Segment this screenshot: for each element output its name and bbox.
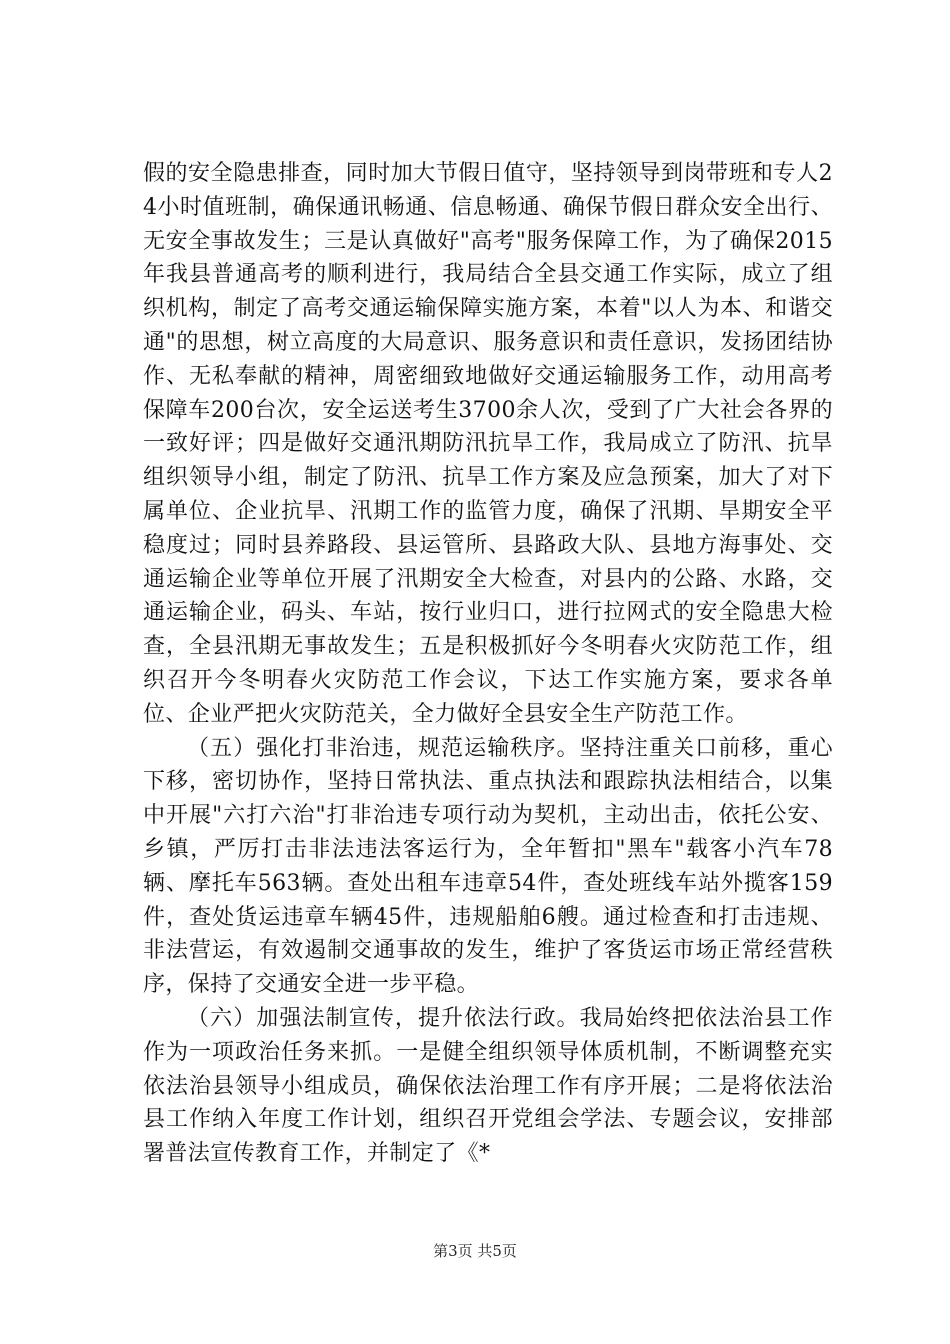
paragraph-section-five: （五）强化打非治违，规范运输秩序。坚持注重关口前移，重心下移，密切协作，坚持日常执法、重点执法和跟踪执法相结合，以集中开展"六打六治"打非治违专项行动为契机，主动出击，依托公安、乡镇，严厉打击非法违法客运行为，全年暂扣"黑车"载客小汽车78辆、摩托车563辆。查处出租车违章54件，查处班线车站外揽客159件，查处货运违章车辆45件，违规船舶6艘。通过检查和打击违规、非法营运，有效遏制交通事故的发生，维护了客货运市场正常经营秩序，保持了交通安全进一步平稳。 bbox=[143, 735, 833, 998]
paragraph-continuation: 假的安全隐患排查，同时加大节假日值守，坚持领导到岗带班和专人24小时值班制，确保通讯畅通、信息畅通、确保节假日群众安全出行、无安全事故发生；三是认真做好"高考"服务保障工作，为了确保2015年我县普通高考的顺利进行，我局结合全县交通工作实际，成立了组织机构，制定了高考交通运输保障实施方案，本着"以人为本、和谐交通"的思想，树立高度的大局意识、服务意识和责任意识，发扬团结协作、无私奉献的精神，周密细致地做好交通运输服务工作，动用高考保障车200台次，安全运送考生3700余人次，受到了广大社会各界的一致好评；四是做好交通汛期防汛抗旱工作，我局成立了防汛、抗旱组织领导小组，制定了防汛、抗旱工作方案及应急预案，加大了对下属单位、企业抗旱、汛期工作的监管力度，确保了汛期、旱期安全平稳度过；同时县养路段、县运管所、县路政大队、县地方海事处、交通运输企业等单位开展了汛期安全大检查，对县内的公路、水路，交通运输企业，码头、车站，按行业归口，进行拉网式的安全隐患大检查，全县汛期无事故发生；五是积极抓好今冬明春火灾防范工作，组织召开今冬明春火灾防范工作会议，下达工作实施方案，要求各单位、企业严把火灾防范关，全力做好全县安全生产防范工作。 bbox=[143, 161, 833, 727]
document-body bbox=[143, 157, 833, 1171]
paragraph-section-six: （六）加强法制宣传，提升依法行政。我局始终把依法治县工作作为一项政治任务来抓。一是健全组织领导体质机制，不断调整充实依法治县领导小组成员，确保依法治理工作有序开展；二是将依法治县工作纳入年度工作计划，组织召开党组会学法、专题会议，安排部署普法宣传教育工作，并制定了《* bbox=[143, 1005, 833, 1167]
page-footer: 第3页 共5页 bbox=[433, 1242, 517, 1260]
